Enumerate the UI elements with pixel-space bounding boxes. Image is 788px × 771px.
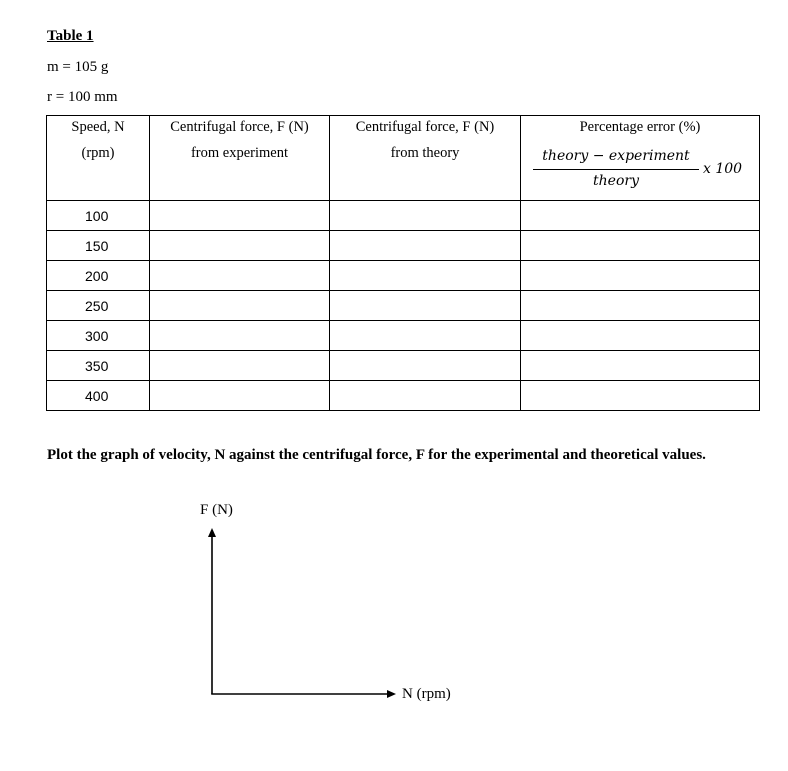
speed-cell: 250 bbox=[47, 291, 150, 321]
header-force-theory-label: Centrifugal force, F (N) bbox=[355, 119, 495, 135]
y-axis-arrow-icon bbox=[208, 528, 216, 537]
graph-instruction: Plot the graph of velocity, N against the centrifugal force, F for the experimental and theoretical values. bbox=[47, 447, 706, 463]
speed-cell: 400 bbox=[47, 381, 150, 411]
formula-multiplier: x 100 bbox=[703, 161, 743, 177]
speed-cell: 150 bbox=[47, 231, 150, 261]
header-speed-unit: (rpm) bbox=[81, 145, 115, 161]
y-axis-label: F (N) bbox=[200, 502, 233, 518]
header-percentage-error-label: Percentage error (%) bbox=[579, 119, 701, 135]
header-speed-label: Speed, N bbox=[71, 119, 125, 135]
header-force-theory-sub: from theory bbox=[390, 145, 460, 161]
table-title: Table 1 bbox=[47, 28, 94, 44]
x-axis-arrow-icon bbox=[387, 690, 396, 698]
speed-cell: 300 bbox=[47, 321, 150, 351]
formula-numerator: theory − experiment bbox=[542, 148, 690, 164]
x-axis-label: N (rpm) bbox=[402, 686, 451, 702]
speed-cell: 100 bbox=[47, 201, 150, 231]
header-force-experiment-sub: from experiment bbox=[190, 145, 289, 161]
speed-cell: 200 bbox=[47, 261, 150, 291]
radius-parameter: r = 100 mm bbox=[47, 89, 118, 105]
header-force-experiment-label: Centrifugal force, F (N) bbox=[170, 119, 309, 135]
formula-denominator: theory bbox=[593, 173, 639, 189]
speed-cell: 350 bbox=[47, 351, 150, 381]
mass-parameter: m = 105 g bbox=[47, 59, 109, 75]
